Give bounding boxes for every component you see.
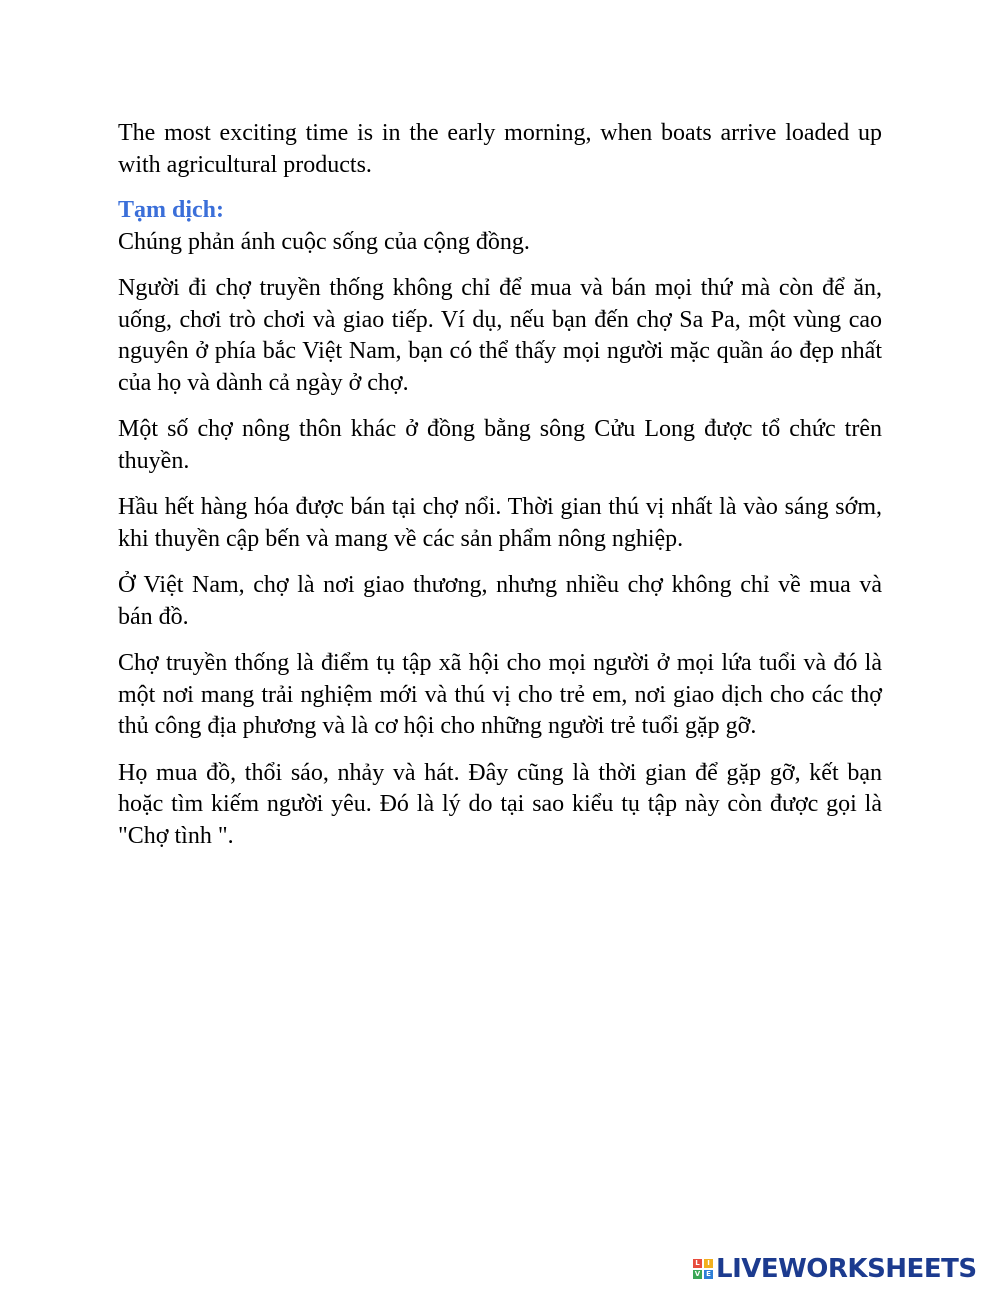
logo-block-v: V	[694, 1270, 701, 1278]
logo-block-e: E	[704, 1270, 713, 1279]
translation-paragraph-2: Người đi chợ truyền thống không chỉ để mua và bán mọi thứ mà còn để ăn, uống, chơi trò chơi và giao tiếp. Ví dụ, nếu bạn đến chợ Sa Pa, một vùng cao nguyên ở phía bắc Việt Nam, bạn có thể thấy mọi người mặc quần áo đẹp nhất của họ và dành cả ngày ở chợ.	[118, 275, 882, 396]
logo-block-l: L	[693, 1259, 702, 1268]
translation-paragraph-6: Chợ truyền thống là điểm tụ tập xã hội cho mọi người ở mọi lứa tuổi và đó là một nơi mang trải nghiệm mới và thú vị cho trẻ em, nơi giao dịch cho các thợ thủ công địa phương và là cơ hội cho những người trẻ tuổi gặp gỡ.	[118, 650, 882, 739]
logo-blocks-icon	[693, 1259, 713, 1279]
translation-paragraph-5: Ở Việt Nam, chợ là nơi giao thương, nhưng nhiều chợ không chỉ về mua và bán đồ.	[118, 572, 882, 630]
translation-paragraph-4: Hầu hết hàng hóa được bán tại chợ nổi. Thời gian thú vị nhất là vào sáng sớm, khi thuyền cập bến và mang về các sản phẩm nông nghiệp.	[118, 494, 882, 552]
translation-heading: Tạm dịch:	[118, 197, 225, 223]
document-body	[118, 118, 882, 867]
logo-block-i: I	[704, 1259, 713, 1268]
translation-paragraph-3: Một số chợ nông thôn khác ở đồng bằng sông Cửu Long được tổ chức trên thuyền.	[118, 416, 882, 474]
english-paragraph: The most exciting time is in the early morning, when boats arrive loaded up with agricultural products.	[118, 120, 882, 178]
translation-paragraph-7: Họ mua đồ, thổi sáo, nhảy và hát. Đây cũng là thời gian để gặp gỡ, kết bạn hoặc tìm kiếm người yêu. Đó là lý do tại sao kiểu tụ tập này còn được gọi là "Chợ tình ".	[118, 759, 882, 849]
translation-paragraph-1: Chúng phản ánh cuộc sống của cộng đồng.	[118, 228, 530, 255]
liveworksheets-logo	[693, 1254, 977, 1284]
logo-text: LIVEWORKSHEETS	[716, 1254, 977, 1284]
